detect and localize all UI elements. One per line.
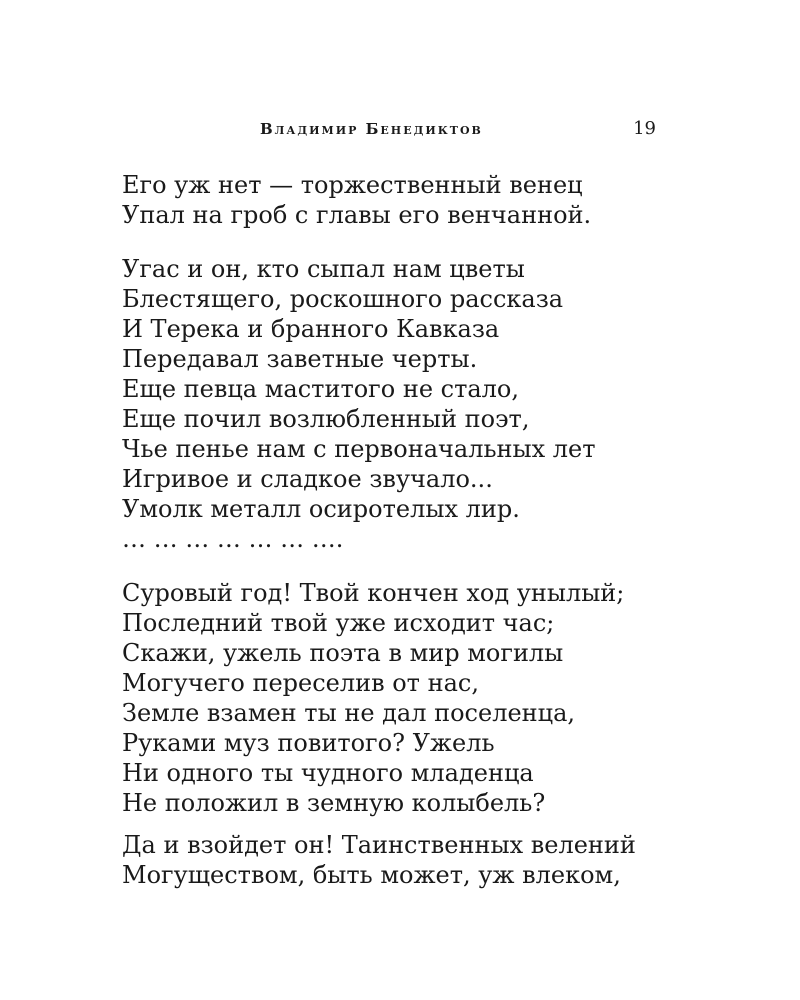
verse-line: Умолк металл осиротелых лир. xyxy=(122,495,520,523)
verse-line: Последний твой уже исходит час; xyxy=(122,609,555,637)
verse-line: Еще певца маститого не стало, xyxy=(122,375,519,403)
verse-line: Земле взамен ты не дал поселенца, xyxy=(122,699,576,727)
verse-line: Его уж нет — торжественный венец xyxy=(122,171,583,199)
ellipsis-line: … … … … … … …. xyxy=(122,525,344,553)
verse-line: Блестящего, роскошного рассказа xyxy=(122,285,564,313)
verse-line: Суровый год! Твой кончен ход унылый; xyxy=(122,579,625,607)
verse-line: Еще почил возлюбленный поэт, xyxy=(122,405,530,433)
verse-line: Ни одного ты чудного младенца xyxy=(122,759,534,787)
verse-line: Чье пенье нам с первоначальных лет xyxy=(122,435,596,463)
verse-line: Передавал заветные черты. xyxy=(122,345,478,373)
running-header xyxy=(120,116,660,146)
verse-line: Да и взойдет он! Таинственных велений xyxy=(122,831,636,859)
stanza xyxy=(122,170,682,230)
verse-line: Игривое и сладкое звучало... xyxy=(122,465,493,493)
verse-line: Угас и он, кто сыпал нам цветы xyxy=(122,255,525,283)
verse-line: И Терека и бранного Кавказа xyxy=(122,315,500,343)
stanza xyxy=(122,254,682,554)
running-head-author: Владимир Бенедиктов xyxy=(260,120,483,138)
poem-body xyxy=(122,170,682,890)
verse-line: Не положил в земную колыбель? xyxy=(122,789,546,817)
stanza xyxy=(122,830,682,890)
page-number: 19 xyxy=(633,118,656,139)
verse-line: Скажи, ужель поэта в мир могилы xyxy=(122,639,564,667)
verse-line: Могучего переселив от нас, xyxy=(122,669,479,697)
verse-line: Могуществом, быть может, уж влеком, xyxy=(122,861,621,889)
stanza xyxy=(122,578,682,818)
verse-line: Упал на гроб с главы его венчанной. xyxy=(122,201,592,229)
verse-line: Руками муз повитого? Ужель xyxy=(122,729,495,757)
